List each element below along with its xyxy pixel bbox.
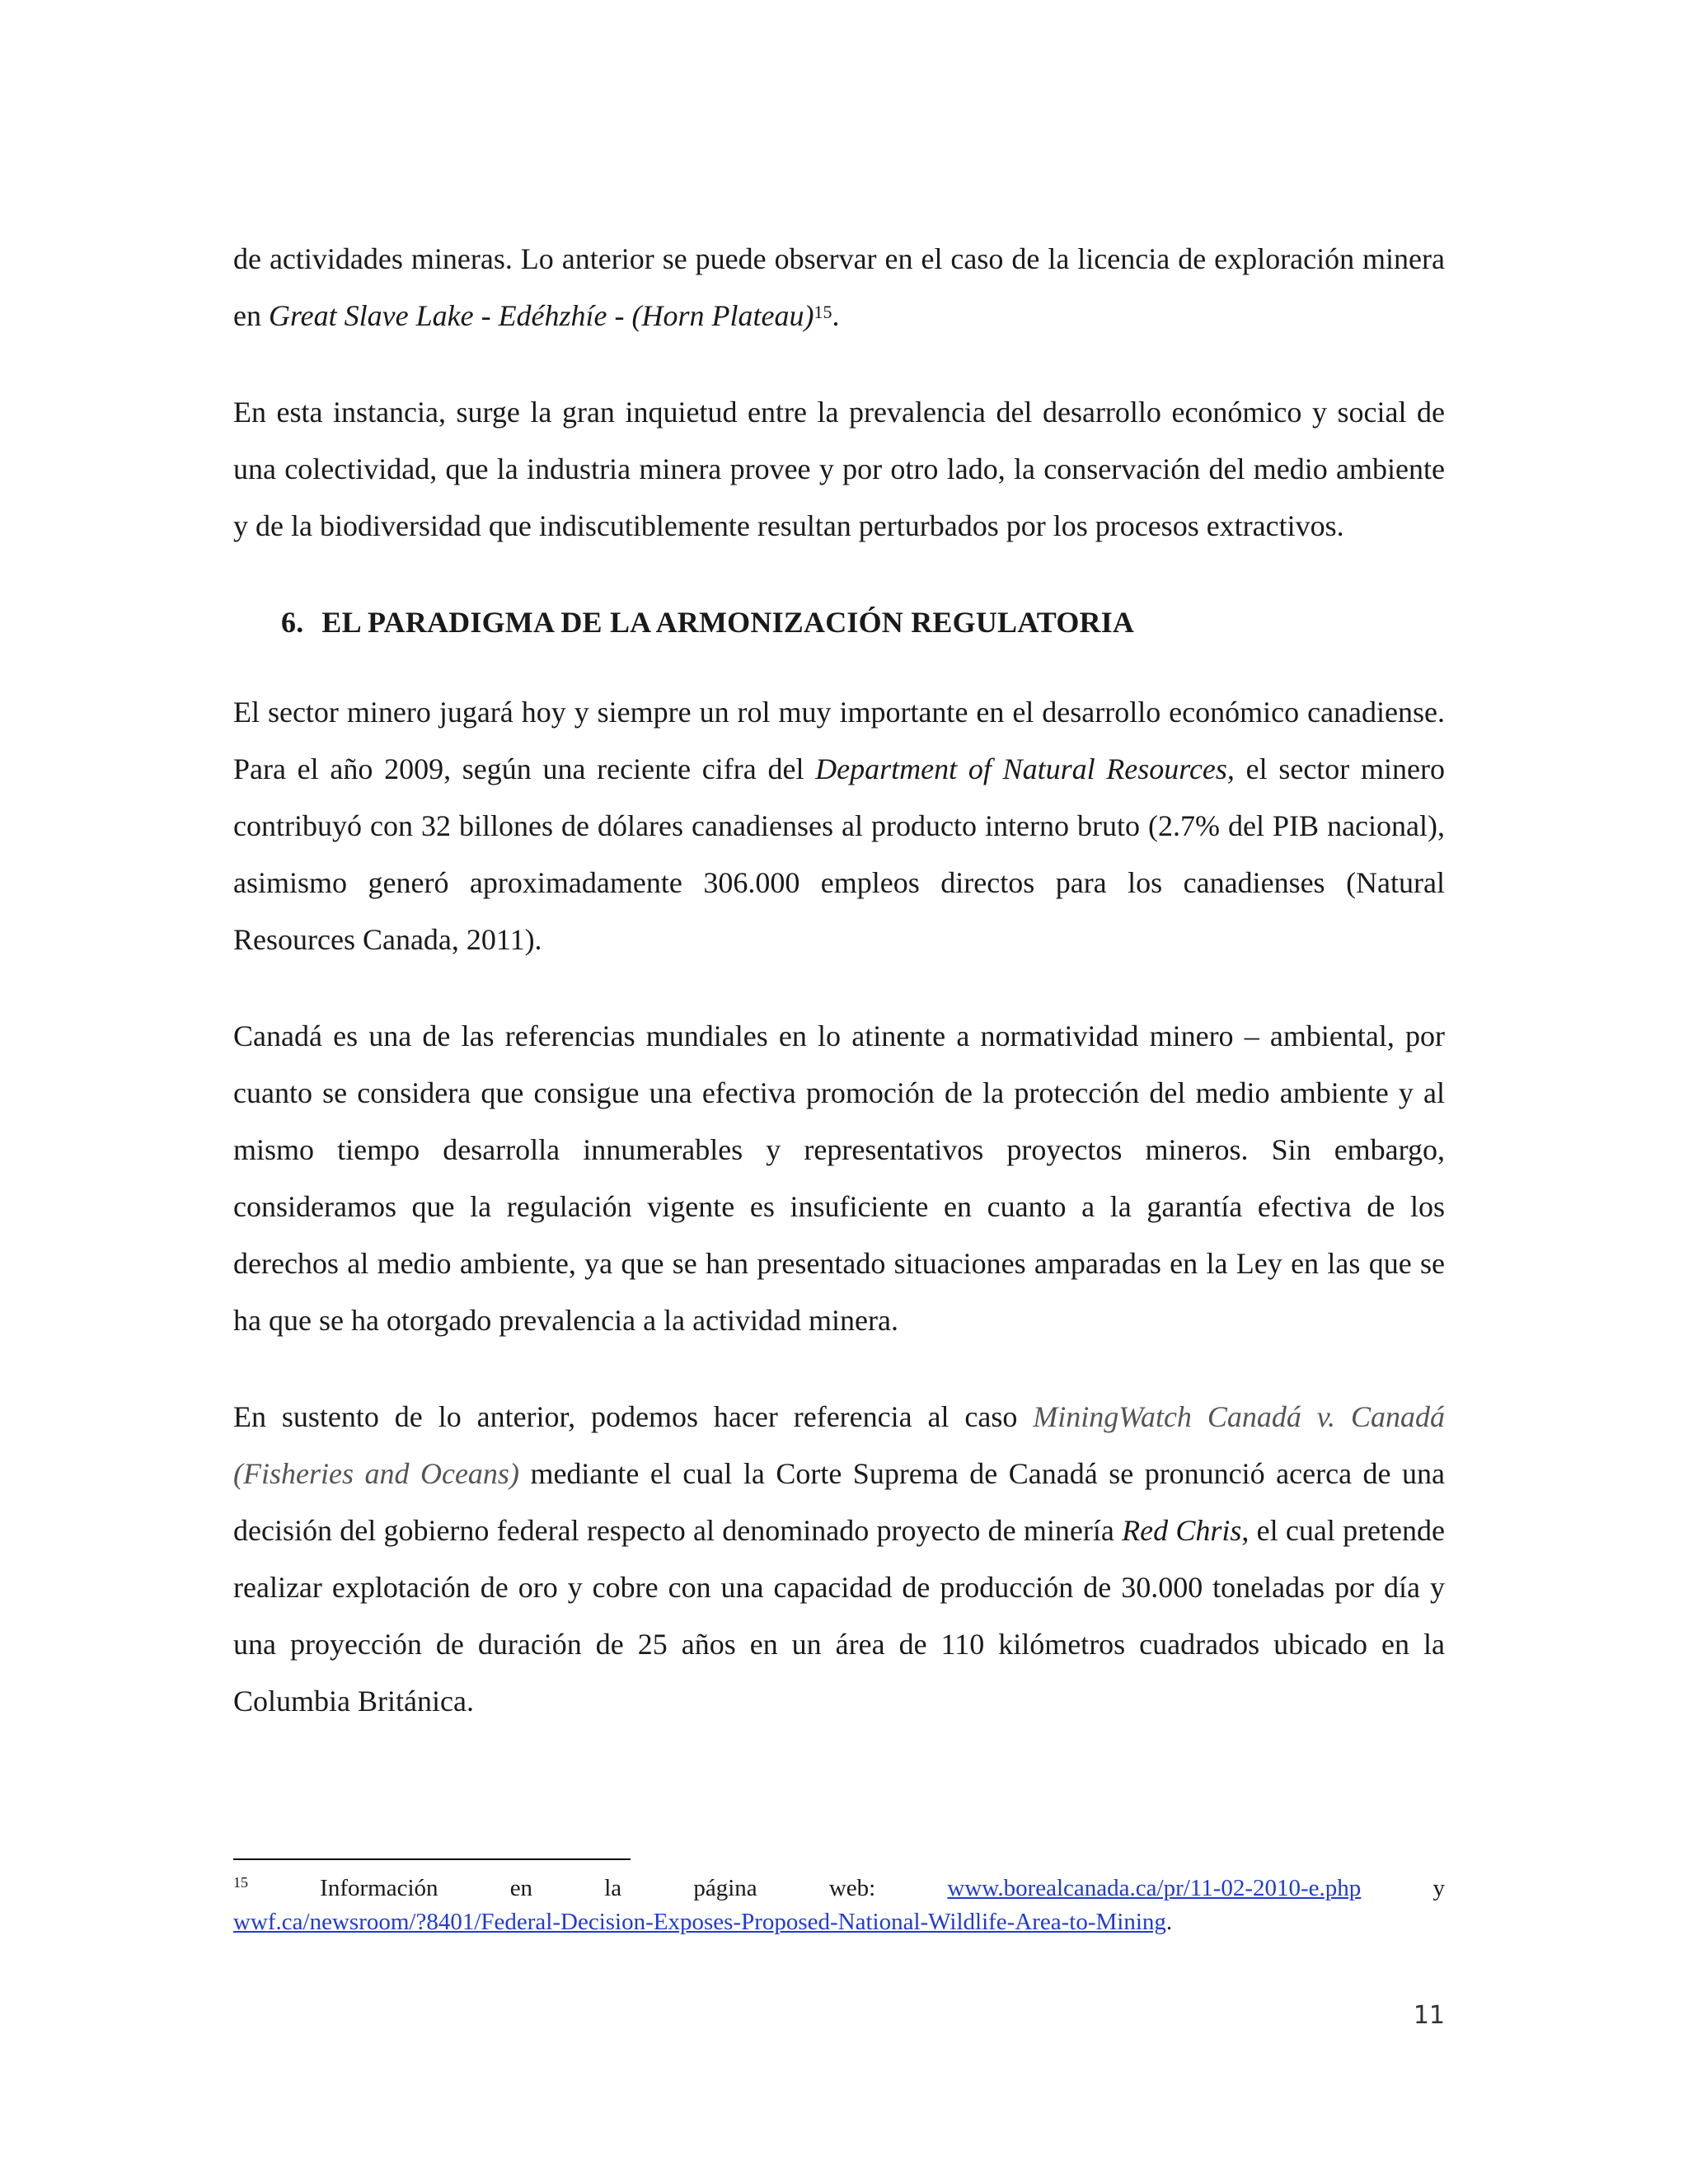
footnote-line-1 bbox=[233, 1872, 1445, 1906]
paragraph-4: Canadá es una de las referencias mundiales en lo atinente a normatividad minero – ambiental, por cuanto se considera que consigue una efectiva promoción de la protección del medio ambiente y al mismo tiempo desarrolla innumerables y representativos proyectos mineros. Sin embargo, consideramos que la regulación vigente es insuficiente en cuanto a la garantía efectiva de los derechos al medio ambiente, ya que se han presentado situaciones amparadas en la Ley en las que se ha que se ha otorgado prevalencia a la actividad minera. bbox=[233, 1019, 1445, 1337]
footnote-separator bbox=[233, 1858, 631, 1860]
paragraph-5-middle: mediante el cual la Corte Suprema de Canadá se pronunció acerca de una decisión del gobierno federal respecto al denominado proyecto de minería bbox=[233, 1457, 1446, 1547]
footnote-word: en bbox=[509, 1875, 533, 1901]
section-heading bbox=[233, 594, 1445, 651]
place-name-italic: Great Slave Lake - Edéhzhíe - (Horn Plateau) bbox=[268, 299, 814, 332]
footnote-line-2 bbox=[233, 1906, 1445, 1938]
footnote-connector: y bbox=[1432, 1875, 1445, 1901]
footnote-link-wwf[interactable]: wwf.ca/newsroom/?8401/Federal-Decision-Exposes-Proposed-National-Wildlife-Area-to-Mining bbox=[233, 1909, 1166, 1935]
footnote-link-borealcanada[interactable]: www.borealcanada.ca/pr/11-02-2010-e.php bbox=[947, 1875, 1362, 1901]
paragraph-1-end: . bbox=[832, 299, 840, 332]
paragraph-3-rest: el sector minero contribuyó con 32 billones de dólares canadienses al producto interno bruto (2.7% del PIB nacional), asimismo generó aproximadamente 306.000 empleos directos para los canadienses (Natural Resources Canada, 2011). bbox=[233, 752, 1445, 956]
paragraph-3 bbox=[233, 684, 1445, 968]
case-name-italic: MiningWatch Canadá v. Canadá (Fisheries and Oceans) bbox=[233, 1400, 1445, 1490]
body-text bbox=[233, 231, 1445, 1769]
paragraph-3-text: El sector minero jugará hoy y siempre un rol muy importante en el desarrollo económico canadiense. Para el año 2009, según una reciente cifra del bbox=[233, 696, 1445, 785]
footnote bbox=[233, 1872, 1445, 1938]
footnote-word: web: bbox=[828, 1875, 876, 1901]
footnote-number: 15 bbox=[233, 1874, 248, 1891]
paragraph-5-text: En sustento de lo anterior, podemos hacer referencia al caso bbox=[233, 1400, 1034, 1433]
department-name-italic: Department of Natural Resources, bbox=[815, 752, 1235, 785]
paragraph-5 bbox=[233, 1389, 1445, 1730]
paragraph-1 bbox=[233, 231, 1445, 344]
footnote-word: la bbox=[604, 1875, 622, 1901]
page-number: 11 bbox=[1413, 2001, 1445, 2030]
section-title: EL PARADIGMA DE LA ARMONIZACIÓN REGULATORIA bbox=[321, 606, 1135, 639]
footnote-word: Información bbox=[320, 1875, 438, 1901]
paragraph-2: En esta instancia, surge la gran inquietud entre la prevalencia del desarrollo económico y social de una colectividad, que la industria minera provee y por otro lado, la conservación del medio ambiente y de la biodiversidad que indiscutiblemente resultan perturbados por los procesos extractivos. bbox=[233, 396, 1445, 542]
paragraph-1-text: de actividades mineras. Lo anterior se puede observar en el caso de la licencia de exploración minera en bbox=[233, 242, 1445, 332]
paragraph-5-rest: , el cual pretende realizar explotación de oro y cobre con una capacidad de producción de 30.000 toneladas por día y una proyección de duración de 25 años en un área de 110 kilómetros cuadrados ubicado en la Columbia Británica. bbox=[233, 1514, 1445, 1718]
section-number: 6. bbox=[281, 606, 304, 639]
project-name-italic: Red Chris bbox=[1122, 1514, 1242, 1547]
footnote-end: . bbox=[1165, 1909, 1173, 1935]
footnote-word: página bbox=[693, 1875, 757, 1901]
footnote-reference[interactable]: 15 bbox=[814, 302, 832, 322]
